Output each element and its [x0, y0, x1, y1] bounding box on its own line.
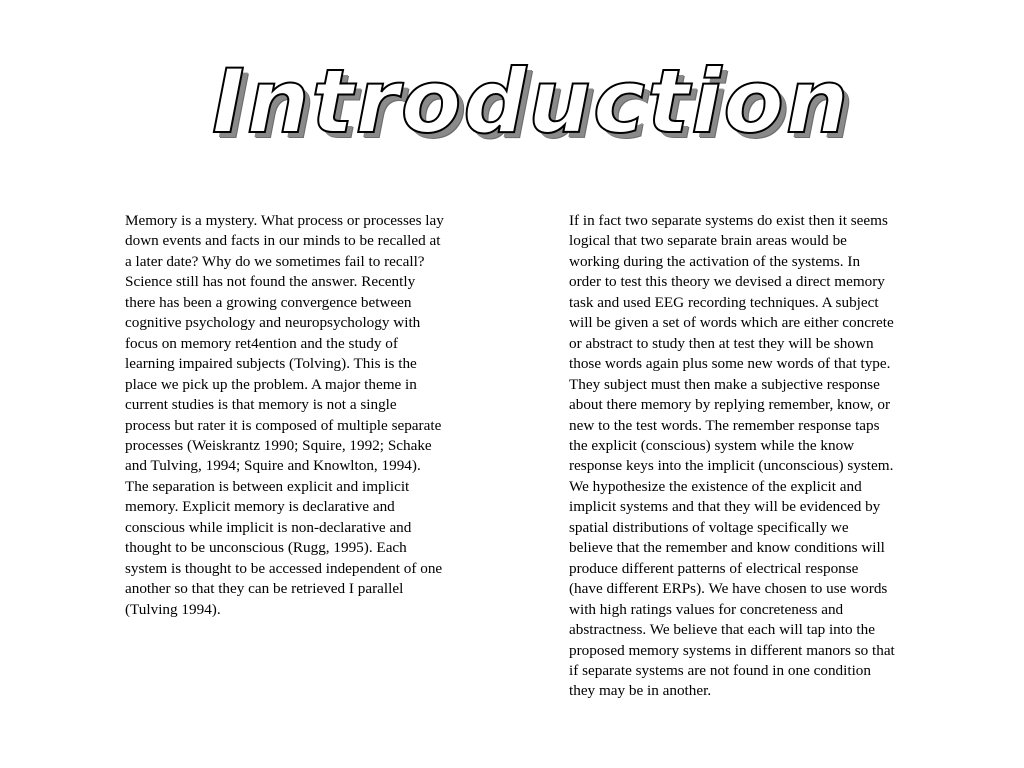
text-line: if separate systems are not found in one condition [569, 661, 871, 679]
right-text-column [569, 211, 941, 702]
text-line: thought to be unconscious (Rugg, 1995). Each [125, 539, 407, 557]
text-line: focus on memory ret4ention and the study of [125, 334, 398, 352]
text-line: order to test this theory we devised a direct memory [569, 273, 885, 291]
slide-title: Introduction [212, 50, 851, 153]
text-line: Science still has not found the answer. Recently [125, 273, 416, 291]
text-line: and Tulving, 1994; Squire and Knowlton, 1994). [125, 457, 421, 475]
text-line: abstractness. We believe that each will tap into the [569, 621, 875, 639]
text-line: (have different ERPs). We have chosen to use words [569, 580, 888, 598]
text-line: current studies is that memory is not a single [125, 396, 397, 414]
text-line: Memory is a mystery. What process or processes lay [125, 212, 444, 229]
text-line: they may be in another. [569, 682, 712, 700]
text-line: implicit systems and that they will be evidenced by [569, 498, 881, 516]
text-line: The separation is between explicit and implicit [125, 477, 410, 495]
left-text-column [125, 211, 497, 620]
text-line: the explicit (conscious) system while the know [569, 436, 855, 454]
text-line: We hypothesize the existence of the explicit and [569, 477, 862, 495]
text-line: those words again plus some new words of that type. [569, 355, 891, 373]
text-line: with high ratings values for concreteness and [569, 600, 844, 618]
text-line: (Tulving 1994). [125, 600, 221, 618]
text-line: learning impaired subjects (Tolving). This is the [125, 355, 417, 373]
text-line: cognitive psychology and neuropsychology with [125, 314, 421, 332]
text-line: believe that the remember and know conditions will [569, 539, 885, 557]
text-line: spatial distributions of voltage specifically we [569, 518, 849, 536]
text-line: there has been a growing convergence between [125, 293, 412, 311]
text-line: will be given a set of words which are either concrete [569, 314, 894, 332]
text-line: new to the test words. The remember response taps [569, 416, 880, 434]
text-line: or abstract to study then at test they will be shown [569, 334, 874, 352]
text-line: task and used EEG recording techniques. A subject [569, 293, 879, 311]
text-line: process but rater it is composed of multiple separate [125, 416, 442, 434]
text-line: logical that two separate brain areas would be [569, 232, 847, 250]
text-line: place we pick up the problem. A major theme in [125, 375, 417, 393]
text-line: processes (Weiskrantz 1990; Squire, 1992; Schake [125, 436, 432, 454]
text-line: working during the activation of the systems. In [569, 252, 861, 270]
text-line: If in fact two separate systems do exist then it seems [569, 212, 888, 229]
text-line: memory. Explicit memory is declarative and [125, 498, 395, 516]
text-line: response keys into the implicit (unconscious) system. [569, 457, 894, 475]
text-line: down events and facts in our minds to be recalled at [125, 232, 441, 250]
text-line: conscious while implicit is non-declarative and [125, 518, 412, 536]
text-line: produce different patterns of electrical response [569, 559, 859, 577]
text-line: system is thought to be accessed independent of one [125, 559, 443, 577]
text-line: a later date? Why do we sometimes fail to recall? [125, 252, 425, 270]
text-line: another so that they can be retrieved I parallel [125, 580, 404, 598]
text-line: about there memory by replying remember, know, or [569, 396, 891, 414]
text-line: They subject must then make a subjective response [569, 375, 880, 393]
text-line: proposed memory systems in different manors so that [569, 641, 895, 659]
